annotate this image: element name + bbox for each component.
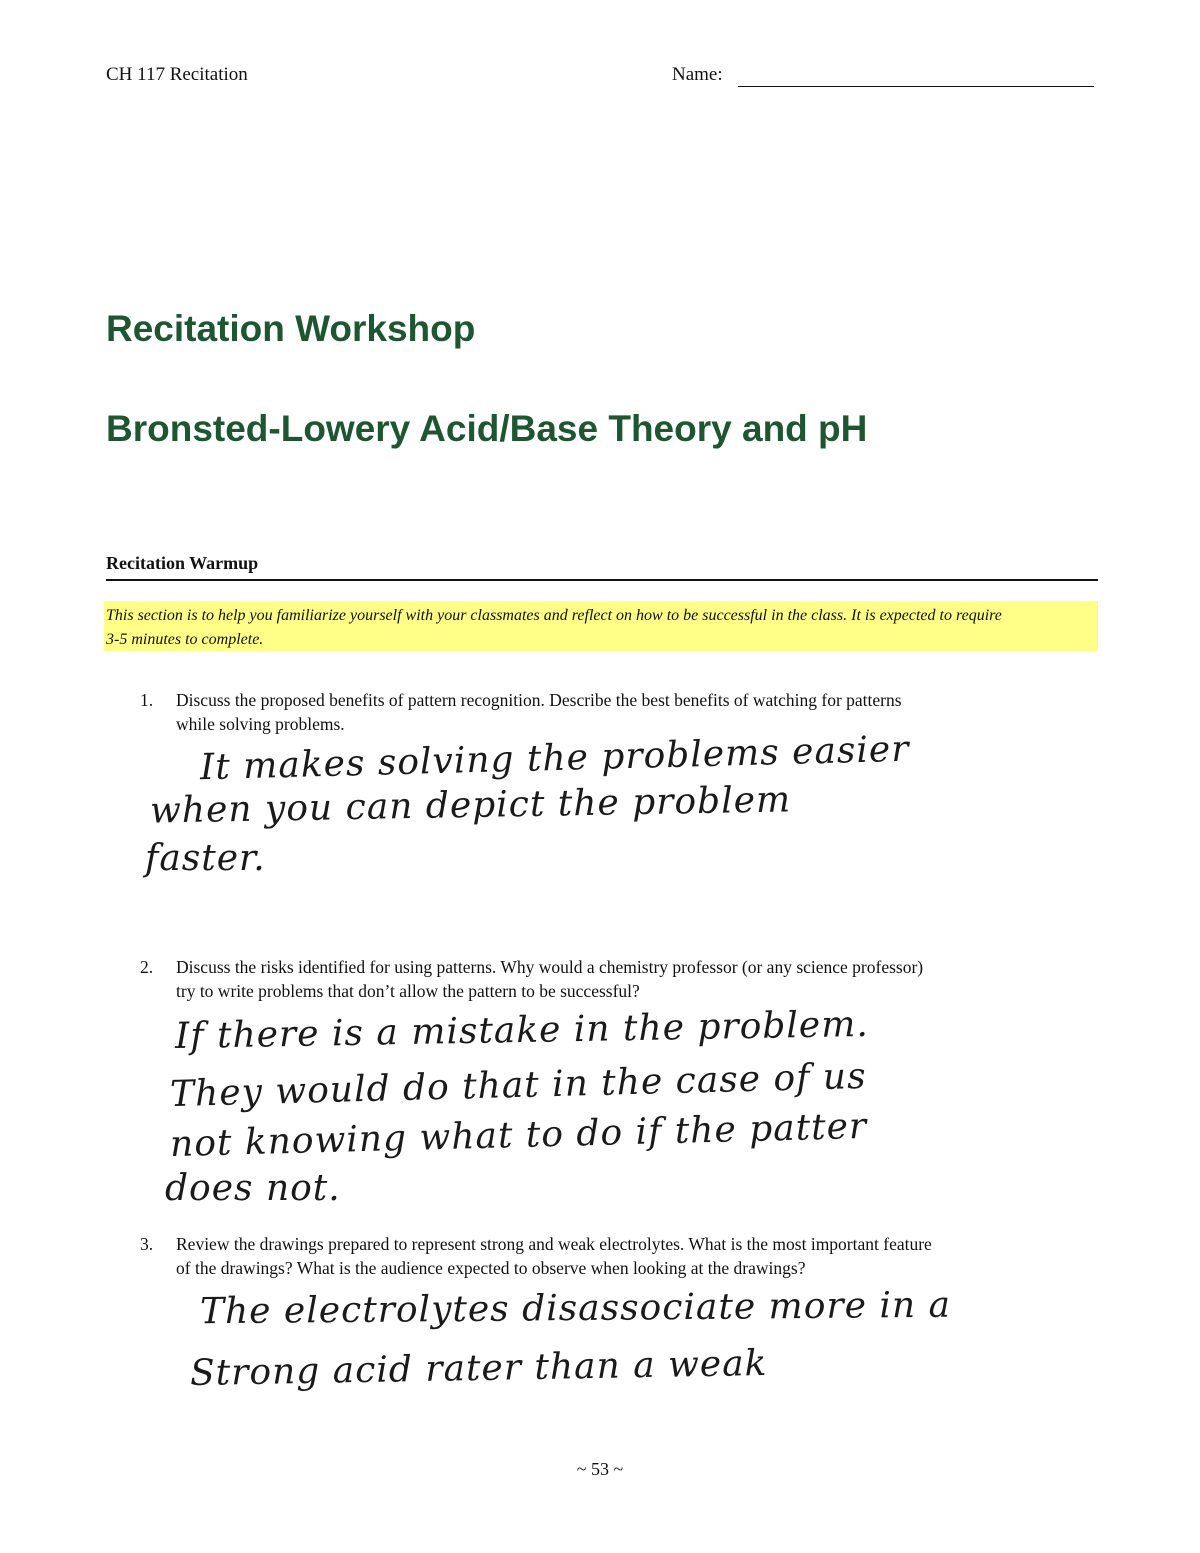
handwritten-answer-line: The electrolytes disassociate more in a xyxy=(199,1284,952,1333)
question-number: 1. xyxy=(140,690,154,710)
handwritten-answer-line: not knowing what to do if the patter xyxy=(169,1105,868,1166)
handwritten-answer-line: when you can depict the problem xyxy=(149,779,792,832)
handwritten-answer-line: Strong acid rater than a weak xyxy=(189,1342,768,1395)
handwritten-answer-line: They would do that in the case of us xyxy=(169,1055,868,1116)
name-blank-line[interactable] xyxy=(738,86,1094,87)
question-line: Discuss the proposed benefits of pattern recognition. Describe the best benefits of watching for patterns xyxy=(176,690,902,710)
page-number: ~ 53 ~ xyxy=(576,1459,624,1479)
section-intro xyxy=(106,604,1096,652)
name-label: Name: xyxy=(672,64,723,85)
section-intro-line: 3-5 minutes to complete. xyxy=(106,631,264,648)
question-text xyxy=(176,688,1086,736)
question-number: 2. xyxy=(140,957,154,977)
question-text xyxy=(176,1232,1086,1280)
handwritten-answer-line: faster. xyxy=(145,838,266,879)
handwritten-answer-line: If there is a mistake in the problem. xyxy=(174,1003,870,1058)
handwritten-answer-line: does not. xyxy=(165,1168,341,1209)
question-line: while solving problems. xyxy=(176,714,345,734)
question-line: Review the drawings prepared to represent strong and weak electrolytes. What is the most important feature xyxy=(176,1234,932,1254)
section-heading: Recitation Warmup xyxy=(106,553,259,573)
workshop-title: Recitation Workshop xyxy=(106,308,476,349)
section-intro-line: This section is to help you familiarize yourself with your classmates and reflect on how to be successful in the class. It is expected to require xyxy=(106,607,1002,624)
question-line: Discuss the risks identified for using patterns. Why would a chemistry professor (or any science professor) xyxy=(176,957,924,977)
question-text xyxy=(176,955,1086,1003)
topic-title: Bronsted-Lowery Acid/Base Theory and pH xyxy=(106,408,868,449)
question-line: try to write problems that don’t allow the pattern to be successful? xyxy=(176,981,640,1001)
question-number: 3. xyxy=(140,1234,154,1254)
section-divider xyxy=(106,579,1098,581)
handwritten-answer-line: It makes solving the problems easier xyxy=(199,728,910,789)
question-line: of the drawings? What is the audience expected to observe when looking at the drawings? xyxy=(176,1258,806,1278)
course-label: CH 117 Recitation xyxy=(106,64,248,85)
